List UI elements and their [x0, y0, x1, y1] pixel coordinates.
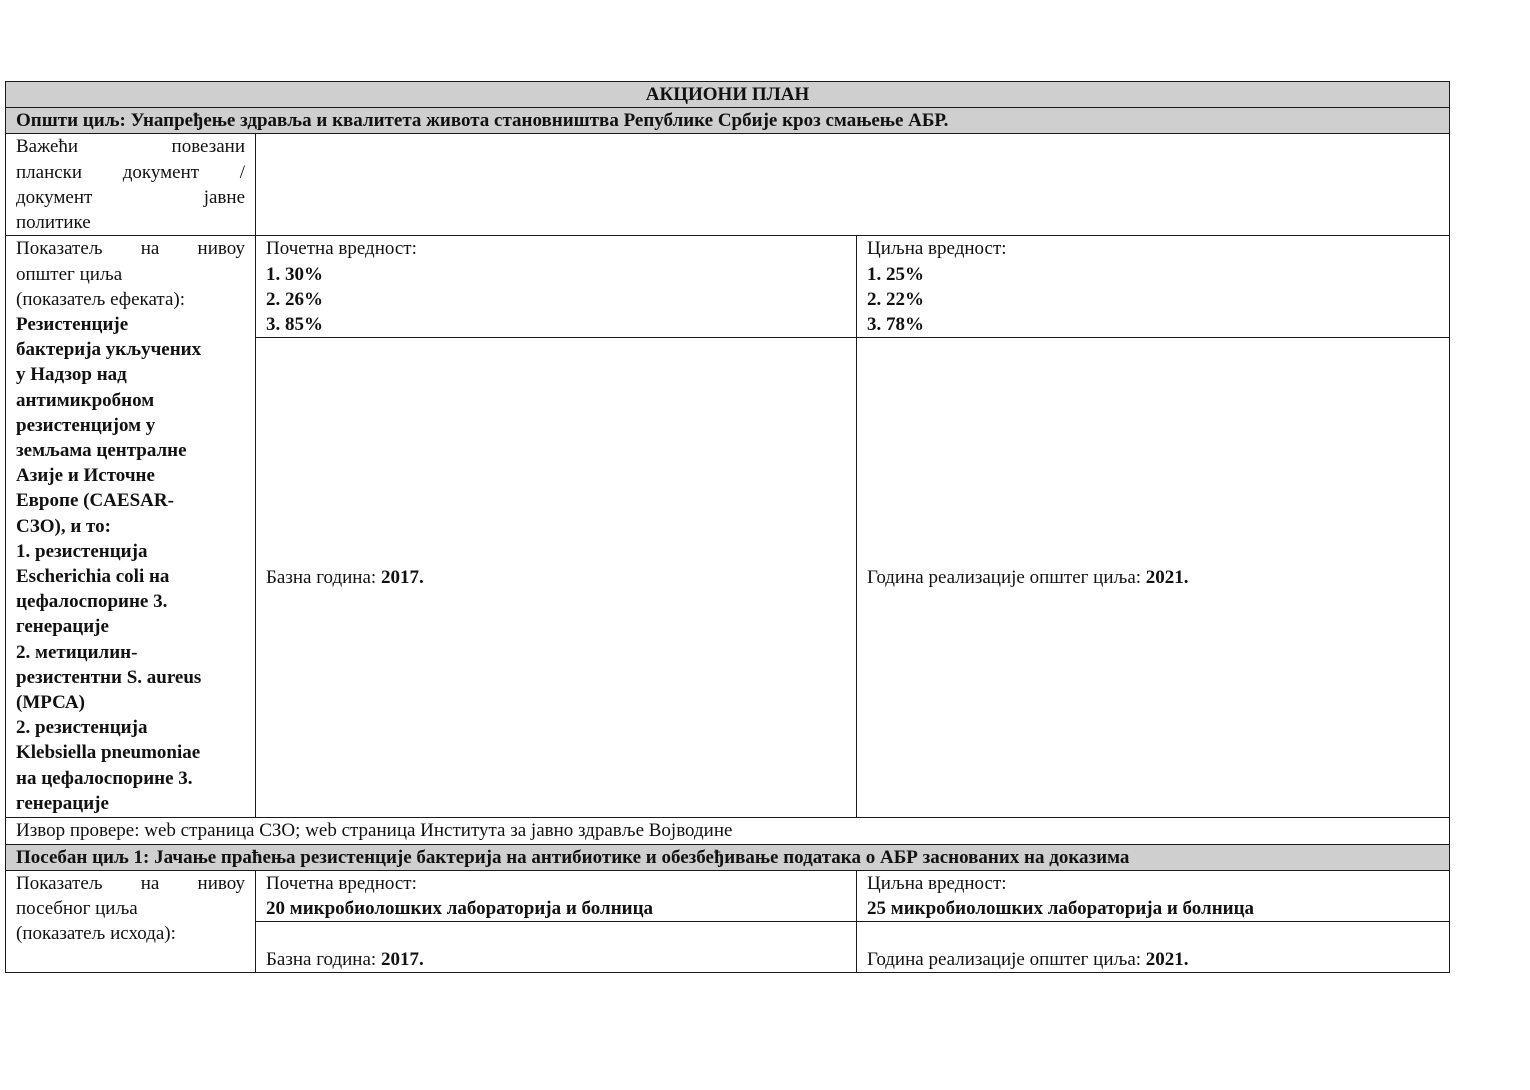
target-value: 1. 25%	[867, 263, 924, 285]
label-line: (показатељ исхода):	[16, 923, 176, 945]
indicator-line: Азије и Источне	[16, 465, 155, 487]
specific-base-year-cell	[256, 922, 857, 973]
label-line: Показатељ на нивоу	[16, 872, 245, 894]
verification-source: Извор провере: web страница СЗО; web страница Института за јавно здравље Војводине	[6, 818, 1450, 844]
label-line: политике	[16, 212, 91, 234]
indicator-line: земљама централне	[16, 440, 187, 462]
planning-document-value	[256, 134, 1450, 236]
realization-year-cell	[857, 338, 1450, 818]
action-plan-table	[5, 81, 1450, 973]
target-value-label: Циљна вредност:	[867, 238, 1007, 260]
initial-value: 3. 85%	[266, 314, 323, 336]
realization-year: 2021.	[1145, 949, 1189, 971]
initial-value: 2. 26%	[266, 288, 323, 310]
specific-realization-year-cell	[857, 922, 1450, 973]
general-goal-row: Општи циљ: Унапређење здравља и квалитета живота становништва Републике Србије кроз смањење АБР.	[6, 108, 1450, 134]
base-year-label: Базна година:	[266, 567, 377, 589]
initial-value: 20 микробиолошких лабораторија и болница	[266, 898, 654, 920]
indicator-line: Европе (CAESAR-	[16, 490, 174, 512]
indicator-line: бактерија укључених	[16, 339, 202, 361]
specific-indicator-label	[6, 870, 256, 972]
indicator-line: 2. метицилин-	[16, 641, 138, 663]
label-line: документ јавне	[16, 186, 245, 208]
label-line: општег циља	[16, 263, 123, 285]
label-line: посебног циља	[16, 898, 138, 920]
indicator-line: Резистенције	[16, 314, 129, 336]
indicator-line: (МРСА)	[16, 692, 85, 714]
base-year: 2017.	[380, 567, 424, 589]
indicator-line: цефалоспорине 3.	[16, 591, 168, 613]
base-year: 2017.	[380, 949, 424, 971]
indicator-line: резистенцијом у	[16, 414, 156, 436]
table-title: АКЦИОНИ ПЛАН	[6, 82, 1450, 108]
general-indicator-label	[6, 236, 256, 818]
realization-year: 2021.	[1145, 567, 1189, 589]
indicator-line: 2. резистенција	[16, 717, 148, 739]
base-year-label: Базна година:	[266, 949, 377, 971]
initial-value: 1. 30%	[266, 263, 323, 285]
indicator-line: у Надзор над	[16, 364, 127, 386]
indicator-line: Escherichia coli на	[16, 566, 170, 588]
target-value: 25 микробиолошких лабораторија и болница	[867, 898, 1255, 920]
specific-initial-value-cell	[256, 870, 857, 921]
indicator-line: резистентни S. aureus	[16, 666, 202, 688]
target-value-label: Циљна вредност:	[867, 872, 1007, 894]
target-value: 2. 22%	[867, 288, 924, 310]
indicator-line: 1. резистенција	[16, 540, 148, 562]
label-line: Важећи повезани	[16, 136, 245, 158]
indicator-line: антимикробном	[16, 389, 155, 411]
base-year-cell	[256, 338, 857, 818]
realization-year-label: Година реализације општег циља:	[867, 949, 1142, 971]
initial-value-cell	[256, 236, 857, 338]
indicator-line: на цефалоспорине 3.	[16, 767, 193, 789]
indicator-line: генерације	[16, 792, 109, 814]
target-value-cell	[857, 236, 1450, 338]
label-line: (показатељ ефеката):	[16, 288, 185, 310]
realization-year-label: Година реализације општег циља:	[867, 567, 1142, 589]
planning-document-label	[6, 134, 256, 236]
initial-value-label: Почетна вредност:	[266, 238, 417, 260]
specific-target-value-cell	[857, 870, 1450, 921]
indicator-line: Klebsiella pneumoniae	[16, 742, 201, 764]
indicator-line: генерације	[16, 616, 109, 638]
specific-goal-1-row: Посебан циљ 1: Јачање праћења резистенције бактерија на антибиотике и обезбеђивање података о АБР заснованих на доказима	[6, 844, 1450, 870]
initial-value-label: Почетна вредност:	[266, 872, 417, 894]
label-line: Показатељ на нивоу	[16, 238, 245, 260]
label-line: плански документ /	[16, 161, 245, 183]
target-value: 3. 78%	[867, 314, 924, 336]
indicator-line: СЗО), и то:	[16, 515, 111, 537]
